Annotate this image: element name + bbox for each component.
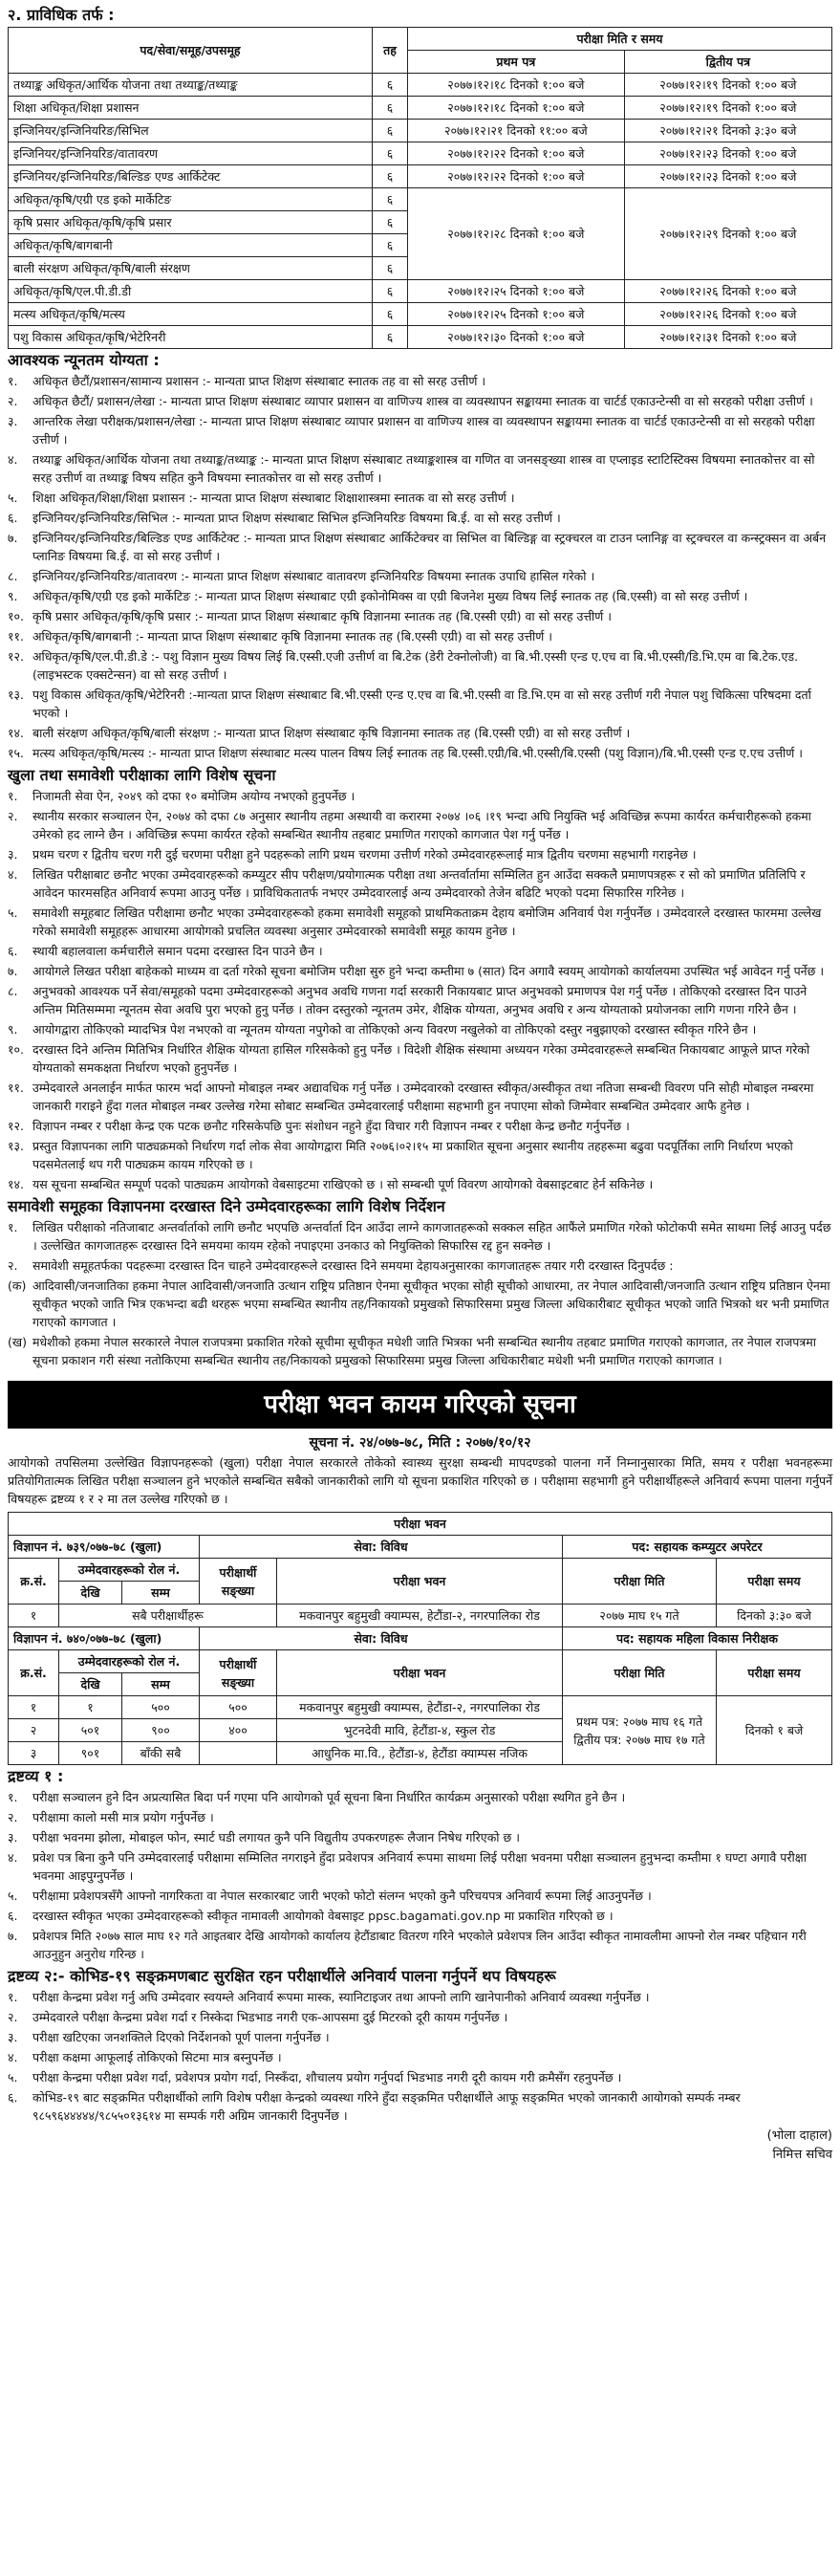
list-item-text: मत्स्य अधिकृत/कृषि/मत्स्य :- मान्यता प्राप्त शिक्षण संस्थाबाट मत्स्य पालन विषय लिई स्नातक तह बि.एस्सी.एग्री/बि.भी.एस्सी/बि.एस्सी (पशु विज्ञान)/बि.भी.एस्सी एन्ड ए.एच उत्तीर्ण । (32, 746, 803, 760)
list-item (8, 904, 832, 940)
list-item-text: परीक्षामा कालो मसी मात्र प्रयोग गर्नुपर्नेछ । (32, 1810, 214, 1824)
list-item-text: आयोगद्वारा तोकिएको म्यादभित्र पेश नभएको वा न्यूनतम योग्यता नपुगेको वा तोकिएको अन्य विवरण नखुलेको वा तोकिएको दस्तुर नबुझाएको दरखास्त स्वीकृत गरिने छैन । (32, 1022, 757, 1037)
table-row: शिक्षा अधिकृत/शिक्षा प्रशासन ६ २०७७।१२।१८ दिनको १:०० बजे २०७७।१२।१९ दिनको १:०० बजे (9, 97, 832, 120)
list-item-number: ३. (8, 847, 18, 862)
list-item (8, 1907, 832, 1925)
list-item-number: ८. (8, 569, 18, 583)
col-level: तह (373, 28, 408, 74)
list-item-number: (ख) (8, 1335, 27, 1349)
list-item (8, 412, 832, 448)
list-item-number: १०. (8, 1042, 24, 1057)
list-item (8, 1137, 832, 1173)
list-item-text: परीक्षा भवनमा झोला, मोबाइल फोन, स्मार्ट घडी लगायत कुनै पनि विद्युतीय उपकरणहरू लैजान निषेध गरिएको छ । (32, 1830, 520, 1845)
table-row: २ ५०१ ९०० ४०० भुटनदेवी मावि, हेटौंडा-४, स्कुल रोड (9, 1719, 832, 1742)
list-item-text: अधिकृत छैटौं/ प्रशासन/लेखा :- मान्यता प्राप्त शिक्षण संस्थाबाट व्यापार प्रशासन वा वाणिज्य शास्त्र वा व्यवस्थापन सङ्कायमा स्नातक वा चार्टर्ड एकाउन्टेन्सी वा सो सरहको परीक्षा उत्तीर्ण । (32, 394, 813, 408)
technical-heading: २. प्राविधिक तर्फ : (8, 6, 115, 24)
list-item (8, 2068, 832, 2086)
exam-center-banner: परीक्षा भवन कायम गरिएको सूचना (8, 1381, 832, 1429)
list-item (8, 489, 832, 507)
list-item-number: ११. (8, 629, 24, 644)
table-row: अधिकृत/कृषि/बागबानी ६ (9, 234, 832, 257)
list-item-number: १३. (8, 1139, 24, 1153)
list-item-text: कृषि प्रसार अधिकृत/कृषि/कृषि प्रसार :- मान्यता प्राप्त शिक्षण संस्थाबाट कृषि विज्ञानमा स्नातक तह (बि.एस्सी एग्री) वा सो सरह उत्तीर्ण । (32, 609, 612, 623)
list-item (8, 982, 832, 1018)
list-item (8, 1808, 832, 1826)
list-item-number: ४. (8, 1850, 18, 1865)
t2-exam-date: प्रथम पत्र: २०७७ माघ १६ गते द्वितीय पत्र: २०७७ माघ १७ गते (563, 1696, 717, 1765)
list-item-text: अधिकृत छैटौं/प्रशासन/सामान्य प्रशासन :- मान्यता प्राप्त शिक्षण संस्थाबाट स्नातक तह वा सो सरह उत्तीर्ण । (32, 374, 486, 388)
list-item-number: ७. (8, 964, 18, 978)
list-item-number: ३. (8, 414, 18, 428)
list-item-text: समावेशी समूहबाट लिखित परीक्षामा छनौट भएका उम्मेदवारहरूको हकमा समावेशी समूहको प्राथमिकताक्रम देहाय बमोजिम अनिवार्य पेश गर्नुपर्नेछ । उम्मेदवारले दरखास्त फारममा उल्लेख गरेको समावेशी समूहहरू आधारमा आयोगको प्रचलित व्यवस्था अनुसार उम्मेदवारको समावेशी समूह कायम हुनेछ । (32, 906, 822, 938)
list-item (8, 1848, 832, 1885)
col-first: प्रथम पत्र (408, 51, 625, 74)
list-item (8, 372, 832, 390)
list-item-text: परीक्षा केन्द्रमा प्रवेश गर्नु अघि उम्मेदवार स्वयम्ले अनिवार्य रूपमा मास्क, स्यानिटाइजर तथा आफ्नो लागि खानेपानीको अनिवार्य व्यवस्था गर्नुपर्नेछ । (32, 1990, 650, 2004)
table-row: कृषि प्रसार अधिकृत/कृषि/कृषि प्रसार ६ (9, 211, 832, 234)
list-item-number: २. (8, 1810, 18, 1824)
list-item-number: ४. (8, 867, 18, 882)
list-item-text: परीक्षा कक्षमा आफूलाई तोकिएको सिटमा मात्र बस्नुपर्नेछ । (32, 2050, 282, 2064)
list-item (8, 567, 832, 585)
merged-first-date: २०७७।१२।२८ दिनको १:०० बजे (408, 188, 625, 280)
list-item-number: ६. (8, 511, 18, 525)
list-item (8, 744, 832, 762)
list-item-text: शिक्षा अधिकृत/शिक्षा/शिक्षा प्रशासन :- मान्यता प्राप्त शिक्षण संस्थाबाट शिक्षाशास्त्रमा स्नातक वा सो सरह उत्तीर्ण । (32, 491, 515, 505)
list-item-text: प्रवेशपत्र मिति २०७७ साल माघ १२ गते आइतबार देखि आयोगको कार्यालय हेटौंडाबाट वितरण गरिने भएकोले प्रवेशपत्र लिन आउँदा स्वीकृत नामावलीमा आफ्नो रोल नम्बर पहिचान गरी आउनुहुन अनुरोध गरिन्छ । (32, 1929, 807, 1961)
qualification-heading: आवश्यक न्यूनतम योग्यता : (8, 351, 160, 369)
list-item (8, 647, 832, 684)
list-item-text: आदिवासी/जनजातिका हकमा नेपाल आदिवासी/जनजाति उत्थान राष्ट्रिय प्रतिष्ठान ऐनमा सूचीकृत भएका सोही सूचीको आधारमा, तर नेपाल आदिवासी/जनजाति उत्थान राष्ट्रिय प्रतिष्ठान ऐनमा सूचीकृत भएको जाति भित्र एकभन्दा बढी थरहरू भएमा सम्बन्धित स्थानीय तह/निकायको प्रमुखको सिफारिसमा प्रमुख जिल्ला अधिकारीबाट सूचीकृत भएको जाति भित्रको थर भनी प्रमाणित गराएको कागजात । (32, 1278, 830, 1329)
table-row: अधिकृत/कृषि/एग्री एड इको मार्केटिङ ६ २०७७।१२।२८ दिनको १:०० बजे २०७७।१२।२९ दिनको १:०० बजे (9, 188, 832, 211)
notice-number: सूचना नं. २४/०७७-७८, मिति : २०७७/१०/१२ (309, 1435, 531, 1451)
list-item-number: ५. (8, 491, 18, 505)
list-item-number: १५. (8, 746, 24, 760)
note1-heading: द्रष्टव्य १ : (8, 1767, 64, 1785)
list-item (8, 1277, 832, 1331)
list-item-text: इन्जिनियर/इन्जिनियरिङ/बिल्डिङ एण्ड आर्किटेक्ट :- मान्यता प्राप्त शिक्षण संस्थाबाट आर्किटेक्चर वा सिभिल वा बिल्डिङ्ग वा स्ट्रक्चरल वा टाउन प्लानिङ्ग वा स्ट्रक्चरल वा कन्स्ट्रक्सन वा अर्बन प्लानिङ विषयमा बि.ई. वा सो सरह उत्तीर्ण । (32, 531, 827, 563)
list-item-number: ११. (8, 1081, 24, 1095)
list-item-number: ५. (8, 906, 18, 920)
list-item-number: (क) (8, 1278, 27, 1293)
list-item (8, 787, 832, 805)
list-item (8, 607, 832, 625)
table-row: १ १ ५०० ५०० मकवानपुर बहुमुखी क्याम्पस, हेटौंडा-२, नगरपालिका रोड प्रथम पत्र: २०७७ माघ १६ गते द्वितीय पत्र: २०७७ माघ १७ गते दिनको १ बजे (9, 1696, 832, 1719)
list-item-number: ७. (8, 1929, 18, 1943)
list-item (8, 1788, 832, 1806)
list-item (8, 1256, 832, 1275)
list-item (8, 509, 832, 527)
special-notice-list (8, 787, 832, 1193)
list-item-number: २. (8, 2010, 18, 2024)
signature-name: (भोला दाहाल) (766, 2128, 832, 2143)
t2-exam-time: दिनको १ बजे (717, 1696, 832, 1765)
inclusive-notice-list (8, 1218, 832, 1369)
list-item-number: १०. (8, 609, 24, 623)
list-item-text: दरखास्त स्वीकृत भएका उम्मेदवारहरूको स्वीकृत नामावली आयोगको वेबसाइट ppsc.bagamati.gov.np मा प्रकाशित गरिएको छ । (32, 1909, 614, 1923)
list-item-text: स्थायी बहालवाला कर्मचारीले समान पदमा दरखास्त दिन पाउने छैन । (32, 944, 323, 958)
list-item (8, 627, 832, 645)
list-item-text: आयोगले लिखत परीक्षा बाहेकको माध्यम वा दर्ता गरेको सूचना बमोजिम परीक्षा सुरु हुने भन्दा कम्तीमा ७ (सात) दिन अगावै स्वयम् आयोगको कार्यालयमा उपस्थित भई आवेदन गर्नु पर्नेछ । (32, 964, 825, 978)
list-item (8, 807, 832, 843)
list-item-number: २. (8, 394, 18, 408)
list-item-text: बाली संरक्षण अधिकृत/कृषि/बाली संरक्षण :- मान्यता प्राप्त शिक्षण संस्थाबाट कृषि विज्ञानमा स्नातक तह (बि.एस्सी एग्री) वा सो सरह उत्तीर्ण । (32, 726, 631, 740)
list-item (8, 1175, 832, 1193)
note2-list (8, 1988, 832, 2125)
list-item-number: १. (8, 1990, 18, 2004)
list-item-text: स्थानीय सरकार सञ्चालन ऐन, २०७४ को दफा ८७ अनुसार स्थानीय तहमा अस्थायी वा करारमा २०७४ ।०६ ।१९ भन्दा अघि नियुक्ति भई अविच्छिन्न रूपमा कार्यरत कर्मचारीहरूको हकमा उमेरको हद लाग्ने छैन । अविच्छिन्न रूपमा कार्यरत रहेको सम्बन्धित स्थानीय तहबाट प्रमाणित गराएको कागजात पेश गर्नु पर्नेछ । (32, 809, 811, 841)
list-item-text: प्रवेश पत्र बिना कुनै पनि उम्मेदवारलाई परीक्षामा सम्मिलित नगराइने हुँदा प्रवेशपत्र अनिवार्य रूपमा साथमा लिई परीक्षा भवनमा परीक्षा सञ्चालन हुनुभन्दा कम्तीमा १ घण्टा अगावै परीक्षा भवनमा आइपुग्नुपर्नेछ । (32, 1850, 807, 1883)
list-item (8, 1927, 832, 1963)
note2-heading: द्रष्टव्य २:- कोभिड-१९ सङ्क्रमणबाट सुरक्षित रहन परीक्षार्थीले अनिवार्य पालना गर्नुपर्ने थप विषयहरू (8, 1967, 556, 1985)
list-item-number: १. (8, 1790, 18, 1804)
list-item-text: परीक्षा खटिएका जनशक्तिले दिएको निर्देशनको पूर्ण पालना गर्नुपर्नेछ । (32, 2030, 330, 2044)
list-item-number: ४. (8, 452, 18, 467)
exam-center-table-title: परीक्षा भवन (9, 1513, 832, 1536)
list-item-text: मधेशीको हकमा नेपाल सरकारले नेपाल राजपत्रमा प्रकाशित गरेको सूचीमा सूचीकृत मधेशी जाति भित्रका भनी सम्बन्धित स्थानीय तहबाट प्रमाणित गराएको कागजात, तर नेपाल राजपत्रमा सूचना प्रकाशन गरी संस्था नतोकिएमा सम्बन्धित स्थानीय तह/निकायको प्रमुखको सिफारिसमा प्रमुख जिल्ला अधिकारीबाट मधेशी भनी प्रमाणित गराएको कागजात । (32, 1335, 816, 1367)
list-item-number: ५. (8, 1888, 18, 1903)
table-row: इन्जिनियर/इन्जिनियरिङ/वातावरण ६ २०७७।१२।२२ दिनको १:०० बजे २०७७।१२।२३ दिनको १:०० बजे (9, 142, 832, 165)
list-item-number: १२. (8, 649, 24, 664)
col-post: पद/सेवा/समूह/उपसमूह (9, 28, 373, 74)
table-row: इन्जिनियर/इन्जिनियरिङ/बिल्डिङ एण्ड आर्किटेक्ट ६ २०७७।१२।२२ दिनको १:०० बजे २०७७।१२।२३ दिनको १:०० बजे (9, 165, 832, 188)
list-item-text: इन्जिनियर/इन्जिनियरिङ/सिभिल :- मान्यता प्राप्त शिक्षण संस्थाबाट सिभिल इन्जिनियरिङ विषयमा बि.ई. वा सो सरह उत्तीर्ण । (32, 511, 561, 525)
list-item-number: २. (8, 1258, 18, 1273)
list-item (8, 724, 832, 742)
list-item-number: १४. (8, 1177, 24, 1191)
list-item (8, 686, 832, 722)
list-item-number: १. (8, 1220, 18, 1234)
list-item (8, 529, 832, 565)
table-row: ३ ९०१ बाँकी सबै आधुनिक मा.वि., हेटौंडा-४, हेटौंडा क्याम्पस नजिक (9, 1742, 832, 1765)
list-item-text: इन्जिनियर/इन्जिनियरिङ/वातावरण :- मान्यता प्राप्त शिक्षण संस्थाबाट वातावरण इन्जिनियरिङ विषयमा स्नातक उपाधि हासिल गरेको । (32, 569, 595, 583)
list-item-number: २. (8, 809, 18, 823)
exam-center-intro: आयोगको तपसिलमा उल्लेखित विज्ञापनहरूको (खुला) परीक्षा नेपाल सरकारले तोकेको स्वास्थ्य सुरक्षा सम्बन्धी मापदण्डको पालना गर्ने निम्नानुसारका मिति, समय र परीक्षा भवनहरूमा प्रतियोगितात्मक लिखित परीक्षा सञ्चालन हुने भएकोले सम्बन्धित सबैको जानकारीको लागि यो सूचना प्रकाशित गरिएको छ । परीक्षामा सहभागी हुने परीक्षार्थीहरूले अनिवार्य रूपमा पालना गर्नुपर्ने विषयहरू द्रष्टव्य १ र २ मा तल उल्लेख गरिएको छ । (8, 1455, 832, 1506)
list-item-text: तथ्याङ्क अधिकृत/आर्थिक योजना तथा तथ्याङ्क/तथ्याङ्क :- मान्यता प्राप्त शिक्षण संस्थाबाट तथ्याङ्कशास्त्र वा गणित वा जनसङ्ख्या शास्त्र वा एप्लाइड स्टाटिस्टिक्स विषयमा स्नातकोत्तर वा सो सरह उत्तीर्ण वा तथ्याङ्क विषय सहित कुनै विषयमा स्नातकोत्तर वा सो सरह उत्तीर्ण । (32, 452, 815, 485)
list-item-text: अनुभवको आवश्यक पर्ने सेवा/समूहको पदमा उम्मेदवारहरूको अनुभव अवधि गणना गर्दा सरकारी निकायबाट प्राप्त अनुभवको प्रमाणपत्र पेश गर्नु पर्नेछ । तोकिएको दरखास्त दिन पाउने अन्तिम मितिसम्ममा न्यूनतम सेवा अवधि पुरा भएको हुनु पर्नेछ । तोक्न दस्तुरको न्यूनतम उमेर, शैक्षिक योग्यता, अनुभव अवधि र अन्य योग्यताको प्रयोजनका लागि गणना गरिने छैन । (32, 984, 808, 1016)
list-item-text: उम्मेदवारले परीक्षा केन्द्रमा प्रवेश गर्दा र निस्केदा भिडभाड नगरी एक-आपसमा दुई मिटरको दूरी कायम गर्नुपर्नेछ । (32, 2010, 508, 2024)
list-item-text: प्रथम चरण र द्वितीय चरण गरी दुई चरणमा परीक्षा हुने पदहरूको लागि प्रथम चरणमा उत्तीर्ण गरेको उम्मेदवारहरूलाई मात्र द्वितीय चरणमा सहभागी गराइनेछ । (32, 847, 697, 862)
table-row: अधिकृत/कृषि/एल.पी.डी.डी ६ २०७७।१२।२५ दिनको १:०० बजे २०७७।१२।२६ दिनको १:०० बजे (9, 280, 832, 303)
list-item-number: १४. (8, 726, 24, 740)
list-item (8, 392, 832, 410)
list-item-text: लिखित परीक्षाको नतिजाबाट अन्तर्वार्ताको लागि छनौट भएपछि अन्तर्वार्ता दिन आउँदा लाग्ने कागजातहरूको सक्कल सहित आफैंले प्रमाणित गरेको फोटोकपी समेत साथमा लिई आउनु पर्दछ । उल्लेखित कागजातहरू दरखास्त दिने समयमा कायम रहेको नपाइएमा उनकाउ को नियुक्तिको सिफारिस रद्द हुन सक्नेछ । (32, 1220, 831, 1253)
technical-exam-table (8, 27, 832, 349)
list-item-text: निजामती सेवा ऐन, २०४९ को दफा १० बमोजिम अयोग्य नभएको हुनुपर्नेछ । (32, 789, 355, 803)
list-item (8, 1040, 832, 1077)
list-item (8, 2008, 832, 2026)
list-item-number: १२. (8, 1119, 24, 1133)
table-row: तथ्याङ्क अधिकृत/आर्थिक योजना तथा तथ्याङ्क/तथ्याङ्क ६ २०७७।१२।१८ दिनको १:०० बजे २०७७।१२।१९ दिनको १:०० बजे (9, 74, 832, 97)
exam-center-table-1: परीक्षा भवन विज्ञापन नं. ७३९/०७७-७८ (खुला) सेवा: विविध पद: सहायक कम्प्युटर अपरेटर क्र.सं. उम्मेदवारहरूको रोल नं. परीक्षार्थी सङ्ख्या परीक्षा भवन परीक्षा मिति परीक्षा समय देखि सम्म १ सबै परीक्षार्थीहरू मकवानपुर बहुमुखी क्याम्पस, हेटौंडा-२, नगरपालिका रोड २०७७ माघ १५ गते दिनको ३:३० बजे (8, 1512, 832, 1627)
list-item-text: समावेशी समूहतर्फका पदहरूमा दरखास्त दिन चाहने उम्मेदवारहरूले दरखास्त दिने समयमा देहायअनुसारका कागजातहरू तयार गरी दरखास्त दिनुपर्दछ : (32, 1258, 674, 1273)
list-item-text: परीक्षामा प्रवेशपत्रसँगै आफ्नो नागरिकता वा नेपाल सरकारबाट जारी भएको फोटो संलग्न भएको कुनै परिचयपत्र अनिवार्य रूपमा लिई आउनुपर्नेछ । (32, 1888, 652, 1903)
col-exam: परीक्षा मिति र समय (408, 28, 832, 51)
list-item-number: ९. (8, 1022, 18, 1037)
list-item-text: अधिकृत/कृषि/एल.पी.डी.डे :- पशु विज्ञान मुख्य विषय लिई बि.एस्सी.एजी उत्तीर्ण वा बि.टेक (डेरी टेक्नोलोजी) वा बि.भी.एस्सी एन्ड ए.एच वा बि.भी.एस्सी/डि.भि.एम वा बि.टेक.एड.(लाइभस्टक एक्सटेन्सन) वा सो सरह उत्तीर्ण । (32, 649, 799, 682)
list-item-text: आन्तरिक लेखा परीक्षक/प्रशासन/लेखा :- मान्यता प्राप्त शिक्षण संस्थाबाट व्यापार प्रशासन वा वाणिज्य शास्त्र वा व्यवस्थापन सङ्कायमा स्नातक वा चार्टर्ड एकाउन्टेन्सी वा सो सरहको परीक्षा उत्तीर्ण । (32, 414, 815, 447)
list-item (8, 1218, 832, 1255)
col-second: द्वितीय पत्र (624, 51, 831, 74)
list-item-text: अधिकृत/कृषि/एग्री एड इको मार्केटिङ :- मान्यता प्राप्त शिक्षण संस्थाबाट एग्री इकोनोमिक्स वा एग्री बिजनेश मुख्य विषय लिई स्नातक तह (बि.एस्सी) वा सो सरह उत्तीर्ण । (32, 589, 748, 603)
list-item (8, 962, 832, 980)
list-item-number: ४. (8, 2050, 18, 2064)
exam-center-table-2: विज्ञापन नं. ७४०/०७७-७८ (खुला) सेवा: विविध पद: सहायक महिला विकास निरीक्षक क्र.सं. उम्मेदवारहरूको रोल नं. परीक्षार्थी सङ्ख्या परीक्षा भवन परीक्षा मिति परीक्षा समय देखि सम्म १ १ ५०० ५०० मकवानपुर बहुमुखी क्याम्पस, हेटौंडा-२, नगरपालिका रोड प्रथम पत्र: २०७७ माघ १६ गते द्वितीय पत्र: २०७७ माघ १७ गते दिनको १ बजे २ ५०१ ९०० ४०० भुटनदेवी मावि, हेटौंडा-४, स्कुल रोड ३ ९०१ बाँकी सबै आधुनिक मा.वि., हेटौंडा-४, हेटौंडा क्याम्पस नजिक (8, 1626, 832, 1765)
table-row: बाली संरक्षण अधिकृत/कृषि/बाली संरक्षण ६ (9, 257, 832, 280)
list-item-text: पशु विकास अधिकृत/कृषि/भेटेरिनरी :-मान्यता प्राप्त शिक्षण संस्थाबाट बि.भी.एस्सी एन्ड ए.एच वा बि.भी.एस्सी वा डि.भि.एम वा सो सरह उत्तीर्ण गरी नेपाल पशु चिकित्सा परिषदमा दर्ता भएको । (32, 688, 811, 720)
list-item (8, 1988, 832, 2006)
list-item-number: ६. (8, 1909, 18, 1923)
table-row: मत्स्य अधिकृत/कृषि/मत्स्य ६ २०७७।१२।२५ दिनको १:०० बजे २०७७।१२।२६ दिनको १:०० बजे (9, 303, 832, 326)
table-row: १ सबै परीक्षार्थीहरू मकवानपुर बहुमुखी क्याम्पस, हेटौंडा-२, नगरपालिका रोड २०७७ माघ १५ गते दिनको ३:३० बजे (9, 1605, 832, 1627)
list-item-text: लिखित परीक्षाबाट छनौट भएका उम्मेदवारहरूको कम्प्युटर सीप परीक्षण/प्रयोगात्मक परीक्षा तथा अन्तर्वार्तामा सम्मिलित हुन आउँदा सक्कलै प्रमाणपत्रहरू र सो को प्रमाणित प्रतिलिपि र आवेदन फारमसहित अनिवार्य रूपमा आउनु पर्नेछ । प्राविधिकतातर्फ नभएर उम्मेदवारलाई अन्य उम्मेदवारको तेजेन बढिटि भएको पदमा सिफारिस गरिनेछ । (32, 867, 806, 900)
table-row: पशु विकास अधिकृत/कृषि/भेटेरिनरी ६ २०७७।१२।३० दिनको १:०० बजे २०७७।१२।३१ दिनको १:०० बजे (9, 326, 832, 349)
list-item-number: १३. (8, 688, 24, 702)
qualification-list (8, 372, 832, 762)
list-item-text: उम्मेदवारले अनलाईन मार्फत फारम भर्दा आफ्नो मोबाइल नम्बर अद्यावधिक गर्नु पर्नेछ । उम्मेदवारको दरखास्त स्वीकृत/अस्वीकृत तथा नतिजा सम्बन्धी विवरण पनि सोही मोबाइल नम्बरमा जानकारी गराइने हुँदा गलत मोबाइल नम्बर उल्लेख गरेमा सोबाट सम्बन्धित उम्मेदवारलाई परीक्षामा सहभागी हुन नपाएमा सोको जिम्मेवार सम्बन्धित उम्मेदवार आफै हुनेछ । (32, 1081, 814, 1113)
list-item-text: परीक्षा केन्द्रमा परीक्षा प्रवेश गर्दा, प्रवेशपत्र प्रयोग गर्दा, निस्कँदा, शौचालय प्रयोग गर्नुपर्दा भिडभाड नगरी दूरी कायम गरी क्रमैसँग रहनुपर्नेछ । (32, 2070, 622, 2085)
list-item-text: कोभिड-१९ बाट सङ्क्रमित परीक्षार्थीको लागि विशेष परीक्षा केन्द्रको व्यवस्था गरिने हुँदा सङ्क्रमित परीक्षार्थीले आफू सङ्क्रमित भएको जानकारी आयोगको सम्पर्क नम्बर ९८५९६४४४४४/९८५५०१३६१४ मा सम्पर्क गरी अग्रिम जानकारी दिनुपर्नेछ । (32, 2090, 741, 2123)
list-item-text: परीक्षा सञ्चालन हुने दिन अप्रत्यासित बिदा पर्न गएमा पनि आयोगको पूर्व सूचना बिना निर्धारित कार्यक्रम अनुसारको परीक्षा स्थगित हुने छैन । (32, 1790, 626, 1804)
list-item (8, 1020, 832, 1038)
list-item-text: दरखास्त दिने अन्तिम मितिभित्र निर्धारित शैक्षिक योग्यता हासिल गरिसकेको हुनु पर्नेछ । विदेशी शैक्षिक संस्थामा अध्ययन गरेका उम्मेदवारहरूले सम्बन्धित निकायबाट आफूले प्राप्त गरेको योग्यताको समकक्षता निर्धारण भएको हुनुपर्नेछ । (32, 1042, 810, 1075)
note1-list (8, 1788, 832, 1963)
table-row: इन्जिनियर/इन्जिनियरिङ/सिभिल ६ २०७७।१२।२१ दिनको ११:०० बजे २०७७।१२।२१ दिनको ३:३० बजे (9, 120, 832, 142)
list-item (8, 1887, 832, 1905)
list-item-number: ७. (8, 531, 18, 545)
list-item (8, 1333, 832, 1369)
list-item-number: ८. (8, 984, 18, 998)
list-item-number: ६. (8, 2090, 18, 2105)
merged-second-date: २०७७।१२।२९ दिनको १:०० बजे (624, 188, 831, 280)
list-item (8, 942, 832, 960)
list-item (8, 587, 832, 605)
inclusive-notice-heading: समावेशी समूहका विज्ञापनमा दरखास्त दिने उम्मेदवारहरूका लागि विशेष निर्देशन (8, 1197, 445, 1215)
list-item-number: ३. (8, 2030, 18, 2044)
list-item-text: अधिकृत/कृषि/बागबानी :- मान्यता प्राप्त शिक्षण संस्थाबाट कृषि विज्ञानमा स्नातक तह (बि.एस्सी एग्री) वा सो सरह उत्तीर्ण । (32, 629, 553, 644)
list-item (8, 1117, 832, 1135)
list-item (8, 1828, 832, 1846)
list-item (8, 1079, 832, 1115)
list-item (8, 865, 832, 902)
list-item-text: प्रस्तुत विज्ञापनका लागि पाठ्यक्रमको निर्धारण गर्दा लोक सेवा आयोगद्वारा मिति २०७६।०२।१५ मा प्रकाशित सूचना अनुसार स्थानीय तहहरूमा बढुवा पदपूर्तिका लागि निर्धारण भएको पदसमेतलाई थप गरी पाठ्यक्रम कायम गरिएको छ । (32, 1139, 793, 1171)
signature-title: निमित्त सचिव (772, 2148, 832, 2162)
list-item-number: ५. (8, 2070, 18, 2085)
list-item (8, 2088, 832, 2125)
list-item-text: यस सूचना सम्बन्धित सम्पूर्ण पदको पाठ्यक्रम आयोगको वेबसाइटमा राखिएको छ । सो सम्बन्धी पूर्ण विवरण आयोगको वेबसाइटबाट हेर्न सकिनेछ । (32, 1177, 654, 1191)
list-item (8, 2028, 832, 2046)
list-item (8, 450, 832, 487)
special-notice-heading: खुला तथा समावेशी परीक्षाका लागि विशेष सूचना (8, 766, 276, 784)
list-item (8, 2048, 832, 2066)
list-item-number: १. (8, 789, 18, 803)
list-item-number: ६. (8, 944, 18, 958)
list-item (8, 845, 832, 863)
list-item-number: ९. (8, 589, 18, 603)
list-item-number: १. (8, 374, 18, 388)
list-item-text: विज्ञापन नम्बर र परीक्षा केन्द्र एक पटक छनौट गरिसकेपछि पुनः संशोधन नहुने हुँदा विचार गरी विज्ञापन नम्बर र परीक्षा केन्द्र छनौट गर्नुपर्नेछ । (32, 1119, 630, 1133)
list-item-number: ३. (8, 1830, 18, 1845)
